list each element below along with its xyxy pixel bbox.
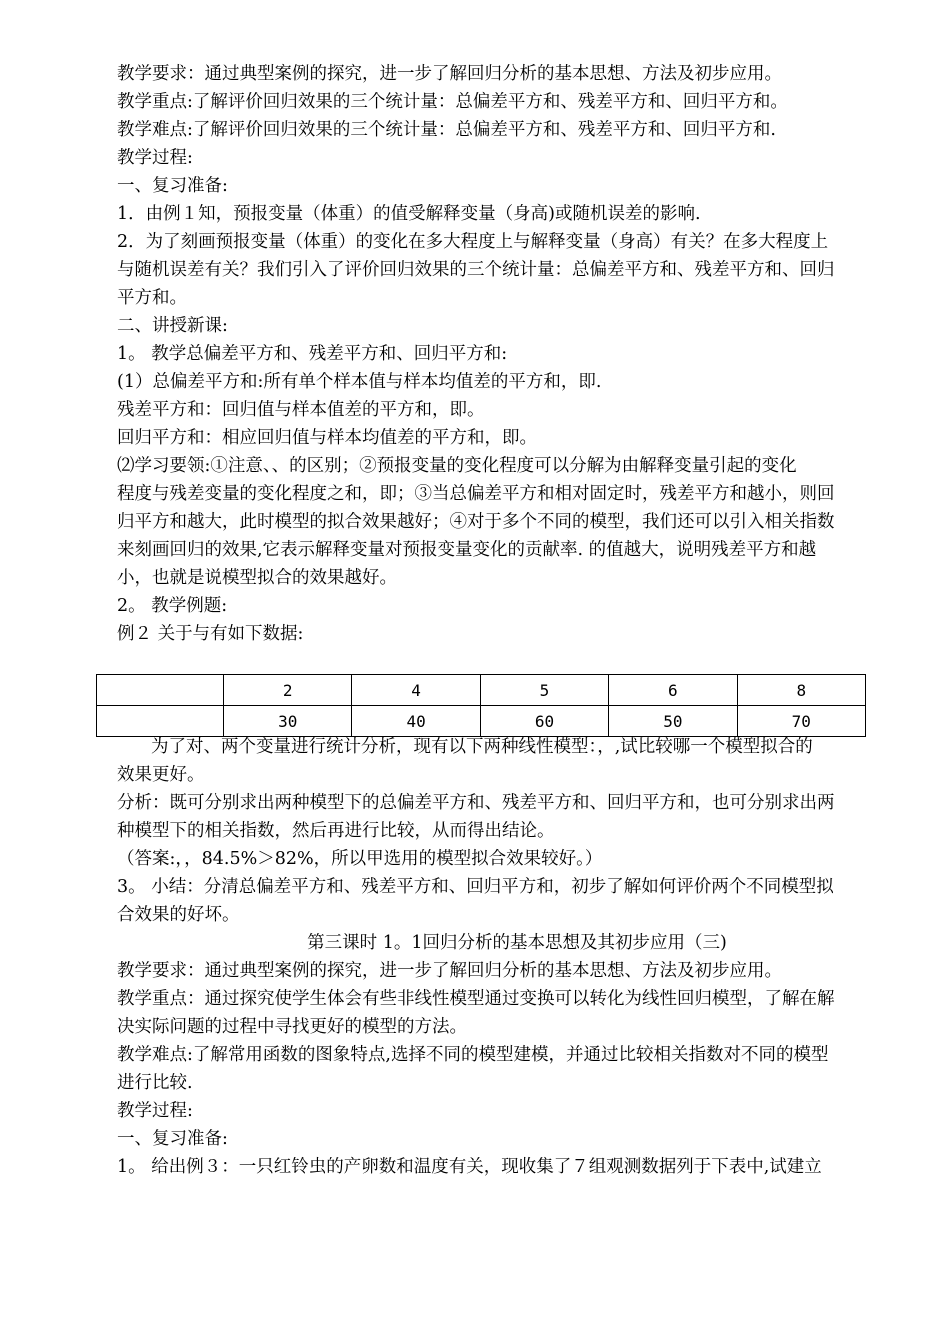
summary-line-cont: 合效果的好坏。: [117, 905, 240, 925]
requirement-line: 教学要求：通过典型案例的探究，进一步了解回归分析的基本思想、方法及初步应用。: [117, 961, 782, 981]
new-lesson-heading: 二、讲授新课:: [117, 316, 228, 336]
key-point-line: 教学重点：通过探究使学生体会有些非线性模型通过变换可以转化为线性回归模型，了解在解: [117, 989, 835, 1009]
review-item-2: 2．为了刻画预报变量（体重）的变化在多大程度上与解释变量（身高）有关？在多大程度上: [117, 232, 829, 252]
example-2-intro: 例２ 关于与有如下数据:: [117, 624, 304, 644]
study-points-cont: 程度与残差变量的变化程度之和，即；③当总偏差平方和相对固定时，残差平方和越小，则回: [117, 484, 835, 504]
table-cell: [97, 706, 224, 737]
review-item-2-cont: 平方和。: [117, 288, 187, 308]
review-item-1: 1．由例１知，预报变量（体重）的值受解释变量（身高)或随机误差的影响.: [117, 204, 701, 224]
table-cell: 60: [480, 706, 608, 737]
definition-regression: 回归平方和：相应回归值与样本均值差的平方和，即。: [117, 428, 537, 448]
requirement-line: 教学要求：通过典型案例的探究，进一步了解回归分析的基本思想、方法及初步应用。: [117, 64, 782, 84]
review-item-2-cont: 与随机误差有关？我们引入了评价回归效果的三个统计量：总偏差平方和、残差平方和、回归: [117, 260, 835, 280]
section-part-one: [117, 60, 917, 648]
table-cell: 40: [352, 706, 480, 737]
example-data-table: [96, 674, 866, 737]
review-heading: 一、复习准备:: [117, 1129, 228, 1149]
analysis-paragraph: 分析：既可分别求出两种模型下的总偏差平方和、残差平方和、回归平方和，也可分别求出两: [117, 793, 835, 813]
table-cell: 2: [224, 675, 352, 706]
table-cell: 70: [737, 706, 865, 737]
difficulty-line-cont: 进行比较.: [117, 1073, 193, 1093]
summary-line: 3。 小结：分清总偏差平方和、残差平方和、回归平方和，初步了解如何评价两个不同模型拟: [117, 877, 834, 897]
table-cell: 8: [737, 675, 865, 706]
table-cell: 6: [609, 675, 737, 706]
key-point-line: 教学重点:了解评价回归效果的三个统计量：总偏差平方和、残差平方和、回归平方和。: [117, 92, 788, 112]
document-body: [117, 60, 917, 648]
process-heading: 教学过程:: [117, 148, 193, 168]
definition-total: (1）总偏差平方和:所有单个样本值与样本均值差的平方和，即.: [117, 372, 602, 392]
table-cell: 5: [480, 675, 608, 706]
table-row: [97, 675, 866, 706]
example-3-line: 1。 给出例３：一只红铃虫的产卵数和温度有关，现收集了７组观测数据列于下表中,试建立: [117, 1157, 822, 1177]
lesson-3-title: 第三课时 1。1回归分析的基本思想及其初步应用（三): [307, 933, 727, 953]
example-heading: 2。 教学例题:: [117, 596, 228, 616]
models-paragraph-cont: 效果更好。: [117, 765, 205, 785]
study-points-cont: 小，也就是说模型拟合的效果越好。: [117, 568, 397, 588]
difficulty-line: 教学难点:了解常用函数的图象特点,选择不同的模型建模，并通过比较相关指数对不同的模型: [117, 1045, 829, 1065]
table-cell: 30: [224, 706, 352, 737]
definition-residual: 残差平方和：回归值与样本值差的平方和，即。: [117, 400, 485, 420]
table-cell: 50: [609, 706, 737, 737]
difficulty-line: 教学难点:了解评价回归效果的三个统计量：总偏差平方和、残差平方和、回归平方和.: [117, 120, 776, 140]
lesson-item-1: 1。 教学总偏差平方和、残差平方和、回归平方和:: [117, 344, 508, 364]
table-cell: [97, 675, 224, 706]
key-point-line-cont: 决实际问题的过程中寻找更好的模型的方法。: [117, 1017, 467, 1037]
analysis-paragraph-cont: 种模型下的相关指数，然后再进行比较，从而得出结论。: [117, 821, 555, 841]
study-points-cont: 来刻画回归的效果,它表示解释变量对预报变量变化的贡献率. 的值越大，说明残差平方和越: [117, 540, 817, 560]
table-row: [97, 706, 866, 737]
review-heading: 一、复习准备:: [117, 176, 228, 196]
table-cell: 4: [352, 675, 480, 706]
document-body-lower: [117, 733, 917, 1181]
study-points-cont: 归平方和越大，此时模型的拟合效果越好；④对于多个不同的模型，我们还可以引入相关指数: [117, 512, 835, 532]
process-heading: 教学过程:: [117, 1101, 193, 1121]
answer-line: （答案:，，84.5%＞82%，所以甲选用的模型拟合效果较好。）: [117, 849, 603, 869]
study-points: ⑵学习要领:①注意、、的区别；②预报变量的变化程度可以分解为由解释变量引起的变化: [117, 456, 797, 476]
models-paragraph: 为了对、两个变量进行统计分析，现有以下两种线性模型：，,试比较哪一个模型拟合的: [151, 737, 813, 757]
